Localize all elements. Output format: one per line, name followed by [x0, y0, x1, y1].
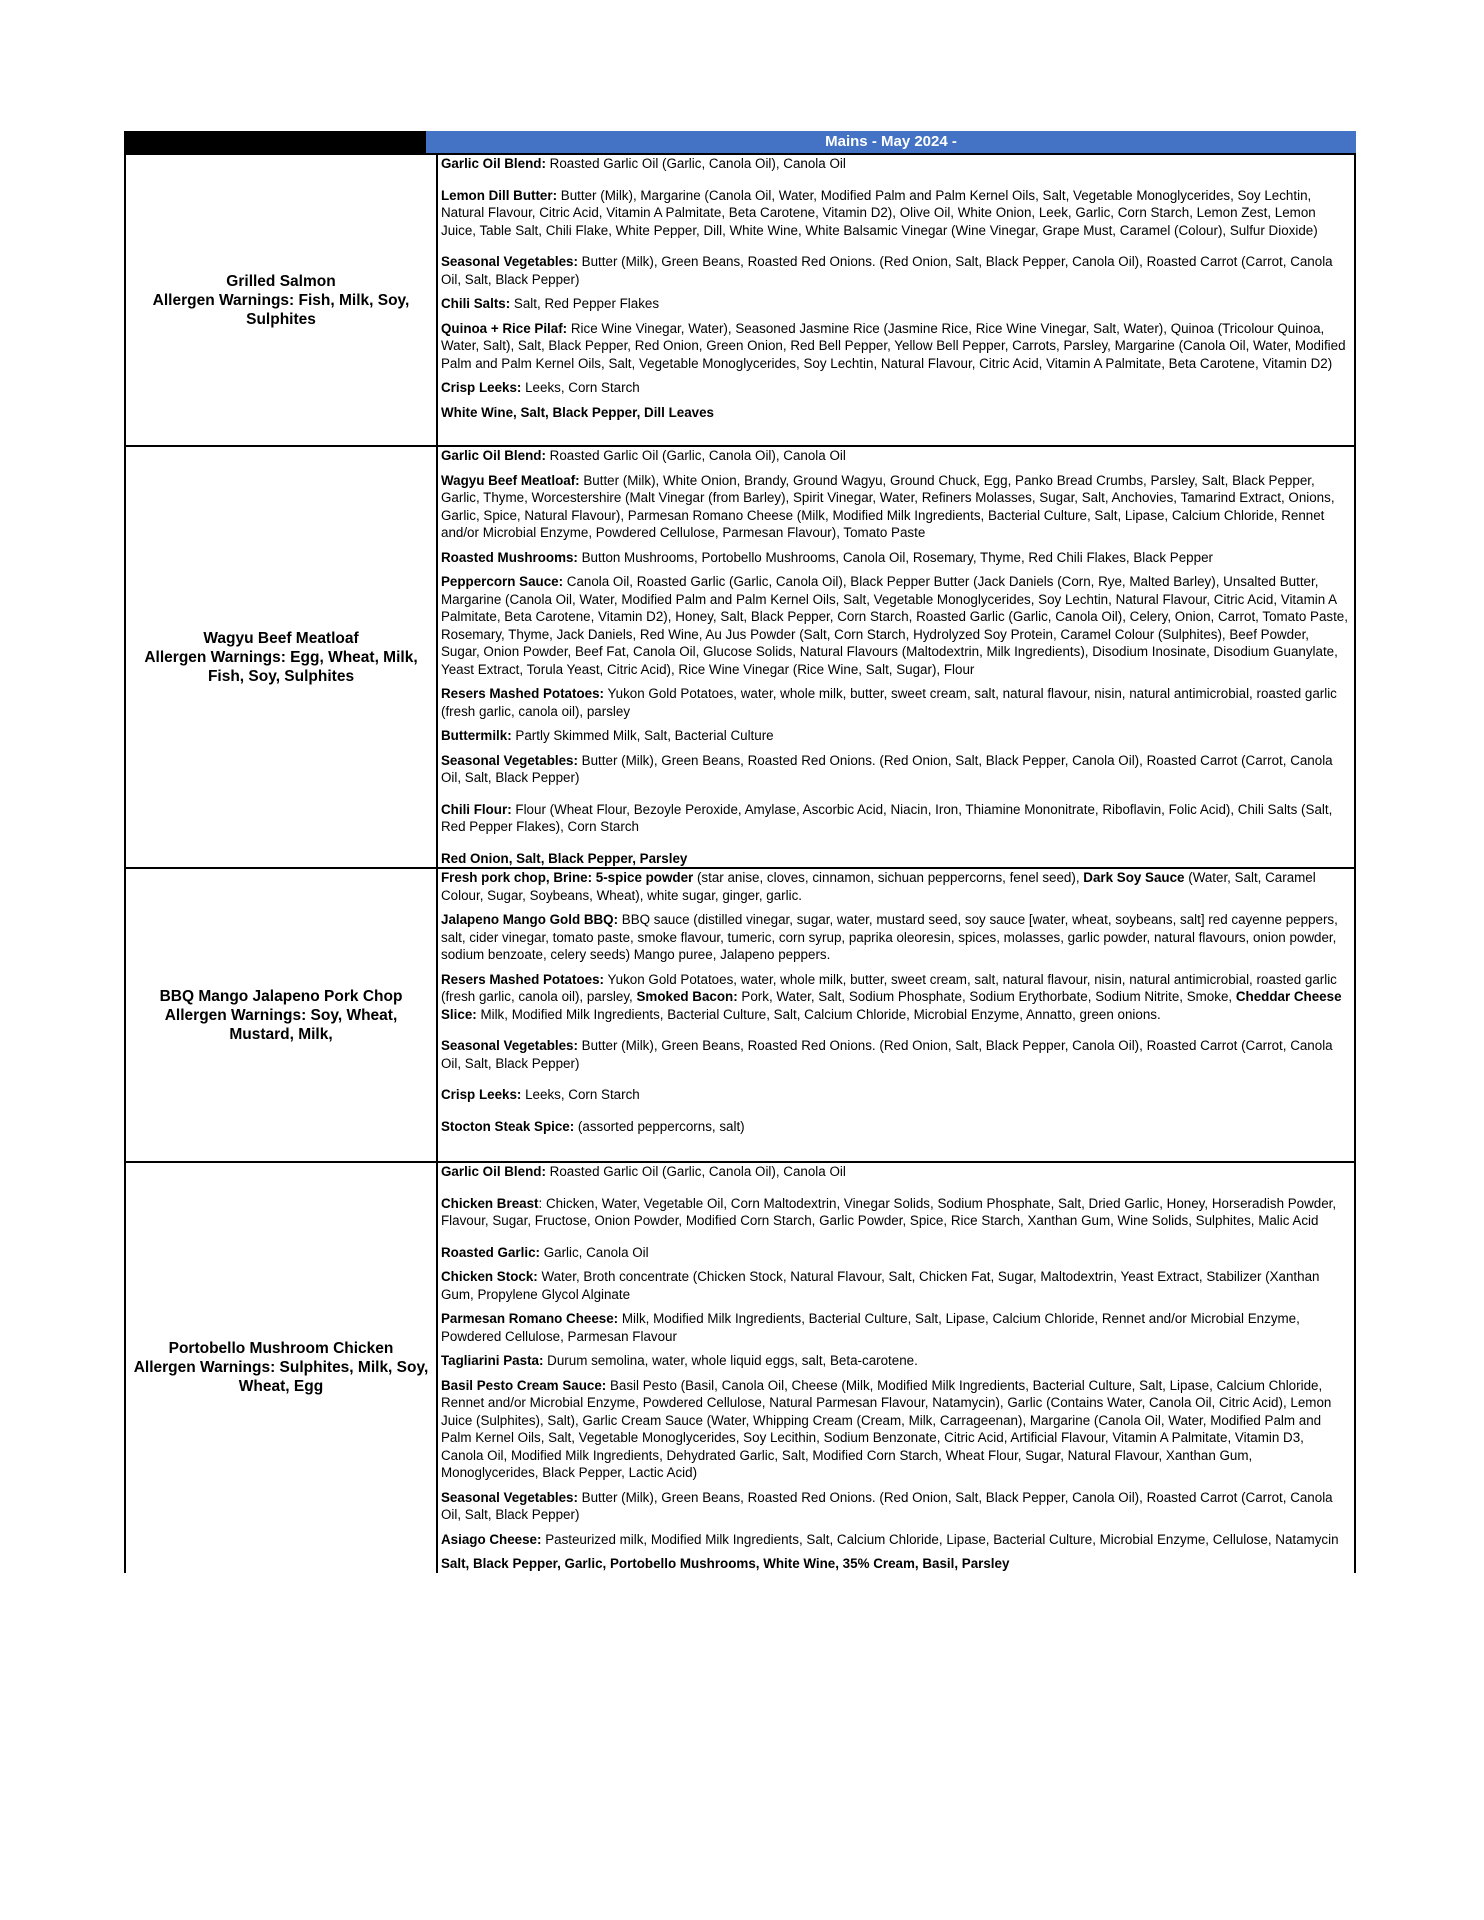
ingredient-entry	[441, 1555, 1350, 1573]
ingredient-name: Smoked Bacon:	[636, 989, 738, 1004]
ingredient-entry	[441, 187, 1350, 240]
dish-name: Portobello Mushroom Chicken	[168, 1340, 394, 1358]
ingredient-name: Seasonal Vegetables:	[441, 752, 578, 768]
ingredient-text: Roasted Garlic Oil (Garlic, Canola Oil), Canola Oil	[545, 156, 846, 171]
dish-cell	[125, 154, 437, 446]
ingredient-name: Chili Salts:	[441, 296, 511, 311]
menu-table	[124, 153, 1356, 1573]
ingredient-text: Partly Skimmed Milk, Salt, Bacterial Culture	[511, 728, 774, 743]
ingredient-text: Milk, Modified Milk Ingredients, Bacterial Culture, Salt, Lipase, Calcium Chloride, Rennet and/or Microbial Enzyme, Powdered Cellulose, Parmesan Flavour	[441, 1311, 1300, 1344]
ingredient-entry	[441, 1086, 1350, 1104]
ingredient-entry	[441, 295, 1350, 313]
ingredient-name: Parmesan Romano Cheese:	[441, 1311, 619, 1326]
dish-name: Wagyu Beef Meatloaf	[203, 629, 359, 647]
ingredient-entry	[441, 549, 1350, 567]
ingredient-name: Roasted Mushrooms:	[441, 549, 578, 565]
ingredient-name: Crisp Leeks:	[441, 380, 522, 395]
ingredient-text: (star anise, cloves, cinnamon, sichuan peppercorns, fenel seed),	[693, 870, 1084, 885]
ingredient-text: (assorted peppercorns, salt)	[574, 1118, 745, 1134]
menu-sheet	[124, 131, 1356, 1573]
ingredient-name: Peppercorn Sauce:	[441, 574, 564, 589]
ingredient-name: Wagyu Beef Meatloaf:	[441, 472, 580, 488]
ingredient-name: Quinoa + Rice Pilaf:	[441, 320, 568, 336]
ingredient-name: Garlic Oil Blend:	[441, 1164, 546, 1179]
ingredient-name: Resers Mashed Potatoes:	[441, 971, 604, 987]
ingredients-cell	[437, 1162, 1355, 1573]
ingredient-text: Pork, Water, Salt, Sodium Phosphate, Sodium Erythorbate, Sodium Nitrite, Smoke,	[737, 989, 1236, 1004]
ingredient-entry	[441, 1377, 1350, 1482]
dish-row	[125, 1162, 1355, 1573]
ingredient-entry	[441, 1352, 1350, 1370]
ingredients-cell	[437, 154, 1355, 446]
ingredient-name: Red Onion, Salt, Black Pepper, Parsley	[441, 850, 688, 866]
dish-cell	[125, 868, 437, 1162]
ingredient-name: Chicken Stock:	[441, 1269, 538, 1284]
ingredient-name: Dark Soy Sauce	[1083, 870, 1185, 885]
ingredient-entry	[441, 1037, 1350, 1072]
ingredient-text: Leeks, Corn Starch	[521, 1087, 640, 1102]
ingredient-name: Chicken Breast	[441, 1195, 539, 1211]
ingredient-name: Tagliarini Pasta:	[441, 1353, 544, 1368]
ingredient-name: Fresh pork chop, Brine: 5-spice powder	[441, 870, 694, 885]
ingredient-text: Butter (Milk), Green Beans, Roasted Red Onions. (Red Onion, Salt, Black Pepper, Canola Oil), Roasted Carrot (Carrot, Canola Oil, Salt, Black Pepper)	[441, 1489, 1333, 1522]
allergen-warnings: Allergen Warnings: Egg, Wheat, Milk, Fish, Soy, Sulphites	[144, 648, 418, 685]
ingredient-text: Milk, Modified Milk Ingredients, Bacterial Culture, Salt, Calcium Chloride, Microbial Enzyme, Annatto, green onions.	[476, 1006, 1161, 1022]
ingredient-text: BBQ sauce (distilled vinegar, sugar, water, mustard seed, soy sauce [water, wheat, soybeans, salt] red cayenne peppers, salt, cider vinegar, tomato paste, smoke flavour, tumeric, corn syrup, paprika oleoresin, spices, molasses, garlic powder, natural flavours, onion powder, sodium benzoate, celery seeds) Mango puree, Jalapeno peppers.	[441, 912, 1338, 962]
allergen-warnings: Allergen Warnings: Sulphites, Milk, Soy, Wheat, Egg	[133, 1359, 429, 1396]
ingredient-name: Garlic Oil Blend:	[441, 156, 546, 171]
ingredient-entry	[441, 155, 1350, 173]
dish-row	[125, 154, 1355, 446]
ingredient-text: Pasteurized milk, Modified Milk Ingredients, Salt, Calcium Chloride, Lipase, Bacterial Culture, Microbial Enzyme, Cellulose, Natamycin	[541, 1531, 1339, 1547]
dish-name: BBQ Mango Jalapeno Pork Chop	[159, 987, 403, 1005]
ingredient-entry	[441, 1195, 1350, 1230]
title-bar	[124, 131, 1356, 153]
ingredient-text: Water, Broth concentrate (Chicken Stock, Natural Flavour, Salt, Chicken Fat, Sugar, Maltodextrin, Yeast Extract, Stabilizer (Xanthan Gum, Propylene Glycol Alginate	[441, 1269, 1320, 1302]
ingredient-entry	[441, 573, 1350, 678]
ingredients-cell	[437, 868, 1355, 1162]
ingredient-text: Yukon Gold Potatoes, water, whole milk, butter, sweet cream, salt, natural flavour, nisin, natural antimicrobial, roasted garlic (fresh garlic, canola oil), parsley,	[441, 971, 1337, 1004]
ingredient-name: Seasonal Vegetables:	[441, 1038, 578, 1053]
ingredient-text: Rice Wine Vinegar, Water), Seasoned Jasmine Rice (Jasmine Rice, Rice Wine Vinegar, Salt, Water), Quinoa (Tricolour Quinoa, Water, Salt), Salt, Black Pepper, Red Onion, Green Onion, Red Bell Pepper, Yellow Bell Pepper, Carrots, Parsley, Margarine (Canola Oil, Water, Modified Palm and Palm Kernel Oils, Salt, Vegetable Monoglycerides, Soy Lechtin, Natural Flavour, Citric Acid, Vitamin A Palmitate, Beta Carotene, Vitamin D2)	[441, 320, 1346, 371]
dish-name: Grilled Salmon	[226, 272, 336, 290]
dish-row	[125, 446, 1355, 868]
ingredient-text: Basil Pesto (Basil, Canola Oil, Cheese (Milk, Modified Milk Ingredients, Bacterial Culture, Salt, Lipase, Calcium Chloride, Rennet and/or Microbial Enzyme, Powdered Cellulose, Natural Parmesan Flavour, Natamycin), Garlic (Contains Water, Canola Oil, Citric Acid), Lemon Juice (Sulphites), Salt), Garlic Cream Sauce (Water, Whipping Cream (Cream, Milk, Carrageenan), Margarine (Canola Oil, Water, Modified Palm and Palm Kernel Oils, Salt, Vegetable Monoglycerides, Soy Lecithin, Sodium Benzonate, Citric Acid, Artificial Flavour, Vitamin A Palmitate, Vitamin D3, Canola Oil, Modified Milk Ingredients, Dehydrated Garlic, Salt, Modified Corn Starch, Wheat Flour, Sugar, Natural Flavour, Xanthan Gum, Monoglycerides, Black Pepper, Lactic Acid)	[441, 1377, 1332, 1480]
ingredient-name: Asiago Cheese:	[441, 1531, 542, 1547]
ingredient-entry	[441, 1244, 1350, 1262]
ingredient-entry	[441, 752, 1350, 787]
ingredient-entry	[441, 850, 1350, 868]
ingredient-entry	[441, 1489, 1350, 1524]
ingredient-entry	[441, 1163, 1350, 1181]
ingredients-cell	[437, 446, 1355, 868]
ingredient-text: Butter (Milk), Green Beans, Roasted Red Onions. (Red Onion, Salt, Black Pepper, Canola Oil), Roasted Carrot (Carrot, Canola Oil, Salt, Black Pepper)	[441, 1038, 1333, 1071]
ingredient-entry	[441, 253, 1350, 288]
allergen-warnings: Allergen Warnings: Soy, Wheat, Mustard, Milk,	[164, 1006, 398, 1043]
ingredient-entry	[441, 1118, 1350, 1136]
ingredient-name: Basil Pesto Cream Sauce:	[441, 1377, 607, 1393]
ingredient-entry	[441, 971, 1350, 1024]
dish-cell	[125, 446, 437, 868]
ingredient-entry	[441, 1310, 1350, 1345]
ingredient-name: Lemon Dill Butter:	[441, 187, 558, 203]
ingredient-entry	[441, 801, 1350, 836]
ingredient-name: White Wine, Salt, Black Pepper, Dill Leaves	[441, 404, 714, 420]
dish-cell	[125, 1162, 437, 1573]
ingredient-entry	[441, 685, 1350, 720]
ingredient-entry	[441, 472, 1350, 542]
ingredient-entry	[441, 379, 1350, 397]
allergen-warnings: Allergen Warnings: Fish, Milk, Soy, Sulphites	[152, 291, 410, 328]
ingredient-name: Chili Flour:	[441, 801, 512, 817]
ingredient-text: (Water, Salt, Caramel Colour, Sugar, Soybeans, Wheat), white sugar, ginger, garlic.	[441, 870, 1316, 903]
ingredient-text: Flour (Wheat Flour, Bezoyle Peroxide, Amylase, Ascorbic Acid, Niacin, Iron, Thiamine Mononitrate, Riboflavin, Folic Acid), Chili Salts (Salt, Red Pepper Flakes), Corn Starch	[441, 801, 1333, 834]
ingredient-text: Salt, Red Pepper Flakes	[510, 296, 660, 311]
ingredient-name: Stocton Steak Spice:	[441, 1118, 575, 1134]
ingredient-entry	[441, 911, 1350, 964]
ingredient-name: Salt, Black Pepper, Garlic, Portobello Mushrooms, White Wine, 35% Cream, Basil, Parsley	[441, 1556, 1010, 1571]
ingredient-entry	[441, 320, 1350, 373]
ingredient-entry	[441, 447, 1350, 465]
ingredient-text: Leeks, Corn Starch	[521, 380, 640, 395]
ingredient-entry	[441, 727, 1350, 745]
ingredient-text: Garlic, Canola Oil	[539, 1244, 649, 1260]
ingredient-entry	[441, 869, 1350, 904]
dish-row	[125, 868, 1355, 1162]
ingredient-entry	[441, 1531, 1350, 1549]
ingredient-name: Resers Mashed Potatoes:	[441, 686, 604, 701]
ingredient-name: Seasonal Vegetables:	[441, 1489, 578, 1505]
ingredient-text: Button Mushrooms, Portobello Mushrooms, Canola Oil, Rosemary, Thyme, Red Chili Flakes, Black Pepper	[577, 549, 1213, 565]
ingredient-text: Durum semolina, water, whole liquid eggs, salt, Beta-carotene.	[543, 1353, 918, 1368]
ingredient-name: Crisp Leeks:	[441, 1087, 522, 1102]
ingredient-name: Cheddar Cheese Slice:	[441, 989, 1342, 1022]
ingredient-name: Seasonal Vegetables:	[441, 254, 578, 269]
ingredient-text: Butter (Milk), White Onion, Brandy, Ground Wagyu, Ground Chuck, Egg, Panko Bread Crumbs, Parsley, Salt, Black Pepper, Garlic, Thyme, Worcestershire (Malt Vinegar (from Barley), Spirit Vinegar, Water, Refiners Molasses, Sugar, Salt, Anchovies, Tamarind Extract, Onions, Garlic, Spice, Natural Flavour), Parmesan Romano Cheese (Milk, Modified Milk Ingredients, Bacterial Culture, Salt, Lipase, Calcium Chloride, Rennet and/or Microbial Enzyme, Powdered Cellulose, Parmesan Flavour), Tomato Paste	[441, 472, 1335, 540]
ingredient-text: Butter (Milk), Green Beans, Roasted Red Onions. (Red Onion, Salt, Black Pepper, Canola Oil), Roasted Carrot (Carrot, Canola Oil, Salt, Black Pepper)	[441, 254, 1333, 287]
ingredient-entry	[441, 404, 1350, 422]
page-title: Mains - May 2024 -	[426, 131, 1356, 153]
ingredient-text: Canola Oil, Roasted Garlic (Garlic, Canola Oil), Black Pepper Butter (Jack Daniels (Corn, Rye, Malted Barley), Unsalted Butter, Margarine (Canola Oil, Water, Modified Palm and Palm Kernel Oils, Salt, Vegetable Monoglycerides, Soy Lechtin, Natural Flavour, Citric Acid, Vitamin A Palmitate, Beta Carotene, Vitamin D2), Honey, Salt, Black Pepper, Corn Starch, Roasted Garlic (Garlic, Canola Oil), Celery, Onion, Carrot, Tomato Paste, Rosemary, Thyme, Jack Daniels, Red Wine, Au Jus Powder (Salt, Corn Starch, Hydrolyzed Soy Protein, Caramel Colour (Sulphites), Beef Powder, Sugar, Onion Powder, Beef Fat, Canola Oil, Glucose Solids, Natural Flavours (Maltodextrin, Milk Ingredients), Disodium Inosinate, Disodium Guanylate, Yeast Extract, Torula Yeast, Citric Acid), Rice Wine Vinegar (Rice Wine, Salt, Sugar), Flour	[441, 574, 1348, 677]
ingredient-text: : Chicken, Water, Vegetable Oil, Corn Maltodextrin, Vinegar Solids, Sodium Phosphate, Salt, Dried Garlic, Honey, Horseradish Powder, Flavour, Sugar, Fructose, Onion Powder, Modified Corn Starch, Garlic Powder, Spice, Rice Starch, Xanthan Gum, Wine Solids, Sulphites, Malic Acid	[441, 1195, 1337, 1228]
ingredient-name: Roasted Garlic:	[441, 1244, 540, 1260]
ingredient-name: Jalapeno Mango Gold BBQ:	[441, 912, 619, 927]
title-bar-left-fill	[124, 131, 426, 153]
ingredient-entry	[441, 1268, 1350, 1303]
ingredient-text: Roasted Garlic Oil (Garlic, Canola Oil), Canola Oil	[545, 1164, 846, 1179]
ingredient-text: Butter (Milk), Green Beans, Roasted Red Onions. (Red Onion, Salt, Black Pepper, Canola Oil), Roasted Carrot (Carrot, Canola Oil, Salt, Black Pepper)	[441, 752, 1333, 785]
ingredient-text: Yukon Gold Potatoes, water, whole milk, butter, sweet cream, salt, natural flavour, nisin, natural antimicrobial, roasted garlic (fresh garlic, canola oil), parsley	[441, 686, 1337, 719]
ingredient-text: Butter (Milk), Margarine (Canola Oil, Water, Modified Palm and Palm Kernel Oils, Salt, Vegetable Monoglycerides, Soy Lechtin, Natural Flavour, Citric Acid, Vitamin A Palmitate, Beta Carotene, Vitamin D2), Olive Oil, White Onion, Leek, Garlic, Corn Starch, Lemon Zest, Lemon Juice, Table Salt, Chili Flake, White Pepper, Dill, White Wine, White Balsamic Vinegar (Wine Vinegar, Grape Must, Caramel (Colour), Sulfur Dioxide)	[441, 187, 1318, 238]
ingredient-text: Roasted Garlic Oil (Garlic, Canola Oil), Canola Oil	[545, 448, 846, 463]
ingredient-name: Buttermilk:	[441, 728, 512, 743]
ingredient-name: Garlic Oil Blend:	[441, 448, 546, 463]
